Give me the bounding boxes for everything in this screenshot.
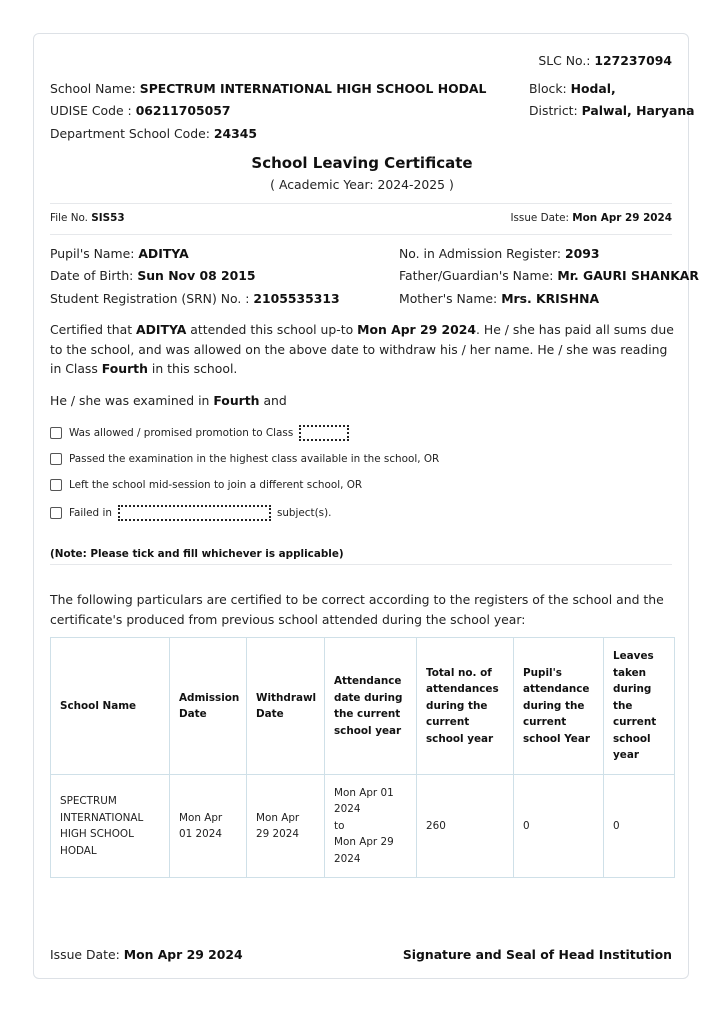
column-header: School Name [51, 638, 170, 775]
block-label: Block: [529, 81, 567, 96]
divider [50, 203, 672, 204]
column-header: Pupil's attendance during the current school Year [514, 638, 604, 775]
left-school-checkbox[interactable] [50, 479, 62, 491]
father-guardian-name [399, 268, 699, 283]
failed-label: Failed in [69, 507, 112, 519]
cert-class: Fourth [101, 361, 148, 376]
option-left-mid-session [50, 479, 362, 491]
issue-date-bottom [50, 947, 243, 962]
cert-text: . He / she has paid all sums due to the school, and was allowed on the above date to withdraw his / her name. He / she was reading in Class [50, 322, 674, 376]
pupil-name-label: Pupil's Name: [50, 246, 135, 261]
issue-date-value: Mon Apr 29 2024 [572, 212, 672, 224]
passed-checkbox[interactable] [50, 453, 62, 465]
failed-checkbox[interactable] [50, 507, 62, 519]
block-value: Hodal, [570, 81, 616, 96]
table-row [51, 775, 675, 878]
cell-leaves-taken: 0 [604, 775, 675, 878]
certificate-title: School Leaving Certificate [251, 154, 473, 172]
block [529, 81, 616, 96]
slc-value: 127237094 [594, 53, 672, 68]
cert-pupil-name: ADITYA [136, 322, 187, 337]
cell-school-name: SPECTRUM INTERNATIONAL HIGH SCHOOL HODAL [51, 775, 170, 878]
udise-value: 06211705057 [135, 103, 231, 118]
school-name [50, 81, 486, 96]
srn-value: 2105535313 [253, 291, 340, 306]
examined-class: Fourth [213, 393, 260, 408]
district [529, 103, 695, 118]
cert-text: attended this school up-to [186, 322, 358, 337]
certificate-card [33, 33, 699, 979]
issue-date-label: Issue Date: [510, 212, 569, 224]
column-header: Leaves taken during the current school year [604, 638, 675, 775]
department-school-code [50, 126, 257, 141]
attendance-from: Mon Apr 01 2024 [334, 786, 394, 816]
file-label: File No. [50, 212, 88, 224]
father-label: Father/Guardian's Name: [399, 268, 554, 283]
attendance-to-word: to [334, 819, 345, 832]
passed-label: Passed the examination in the highest class available in the school, OR [69, 453, 440, 465]
attendance-to: Mon Apr 29 2024 [334, 836, 394, 865]
column-header: Admission Date [170, 638, 247, 775]
column-header: Attendance date during the current school year [325, 638, 417, 775]
column-header: Total no. of attendances during the current school year [417, 638, 514, 775]
cell-withdrawal-date: Mon Apr 29 2024 [247, 775, 325, 878]
school-name-value: SPECTRUM INTERNATIONAL HIGH SCHOOL HODAL [139, 81, 487, 96]
examined-text: He / she was examined in [50, 393, 214, 408]
particulars-intro: The following particulars are certified to be correct according to the registers of the school and the certificate's produced from previous school attended during the school year: [50, 592, 664, 627]
slc-label: SLC No.: [538, 53, 591, 68]
file-value: SIS53 [91, 212, 125, 224]
left-school-label: Left the school mid-session to join a different school, OR [69, 479, 363, 491]
table-header-row [51, 638, 675, 775]
cell-pupil-attendance: 0 [514, 775, 604, 878]
examined-text: and [259, 393, 287, 408]
school-name-label: School Name: [50, 81, 136, 96]
cert-date: Mon Apr 29 2024 [357, 322, 477, 337]
promotion-class-field[interactable] [299, 425, 349, 441]
date-of-birth [50, 268, 256, 283]
failed-subjects-field[interactable] [118, 505, 271, 521]
admission-number-label: No. in Admission Register: [399, 246, 562, 261]
dob-label: Date of Birth: [50, 268, 134, 283]
pupil-name [50, 246, 189, 261]
option-failed [50, 505, 331, 521]
cell-attendance-dates [325, 775, 417, 878]
option-promotion [50, 425, 349, 441]
signature-label: Signature and Seal of Head Institution [402, 947, 672, 962]
promotion-label: Was allowed / promised promotion to Class [69, 427, 294, 439]
promotion-checkbox[interactable] [50, 427, 62, 439]
column-header: Withdrawl Date [247, 638, 325, 775]
divider [50, 564, 672, 565]
examined-in [50, 391, 675, 411]
certification-paragraph [50, 320, 675, 379]
option-passed [50, 453, 439, 465]
cert-text: Certified that [50, 322, 137, 337]
dob-value: Sun Nov 08 2015 [137, 268, 256, 283]
footer-issue-label: Issue Date: [50, 947, 120, 962]
footer-issue-value: Mon Apr 29 2024 [123, 947, 243, 962]
district-value: Palwal, Haryana [581, 103, 695, 118]
district-label: District: [529, 103, 578, 118]
slc-number [538, 53, 672, 68]
father-value: Mr. GAURI SHANKAR [557, 268, 699, 283]
mother-name [399, 291, 599, 306]
divider [50, 234, 672, 235]
pupil-name-value: ADITYA [138, 246, 189, 261]
srn-label: Student Registration (SRN) No. : [50, 291, 250, 306]
cert-text: in this school. [147, 361, 238, 376]
attendance-table [50, 637, 675, 878]
srn-number [50, 291, 340, 306]
admission-register-number [399, 246, 600, 261]
note: (Note: Please tick and fill whichever is applicable) [50, 548, 344, 560]
academic-year: ( Academic Year: 2024-2025 ) [270, 177, 454, 192]
cell-total-attendances: 260 [417, 775, 514, 878]
cell-admission-date: Mon Apr 01 2024 [170, 775, 247, 878]
dept-code-label: Department School Code: [50, 126, 210, 141]
mother-label: Mother's Name: [399, 291, 498, 306]
mother-value: Mrs. KRISHNA [501, 291, 600, 306]
udise-code [50, 103, 231, 118]
admission-number-value: 2093 [565, 246, 600, 261]
dept-code-value: 24345 [213, 126, 257, 141]
issue-date-top [510, 212, 672, 224]
file-number [50, 212, 125, 224]
udise-label: UDISE Code : [50, 103, 132, 118]
failed-suffix: subject(s). [276, 507, 332, 519]
